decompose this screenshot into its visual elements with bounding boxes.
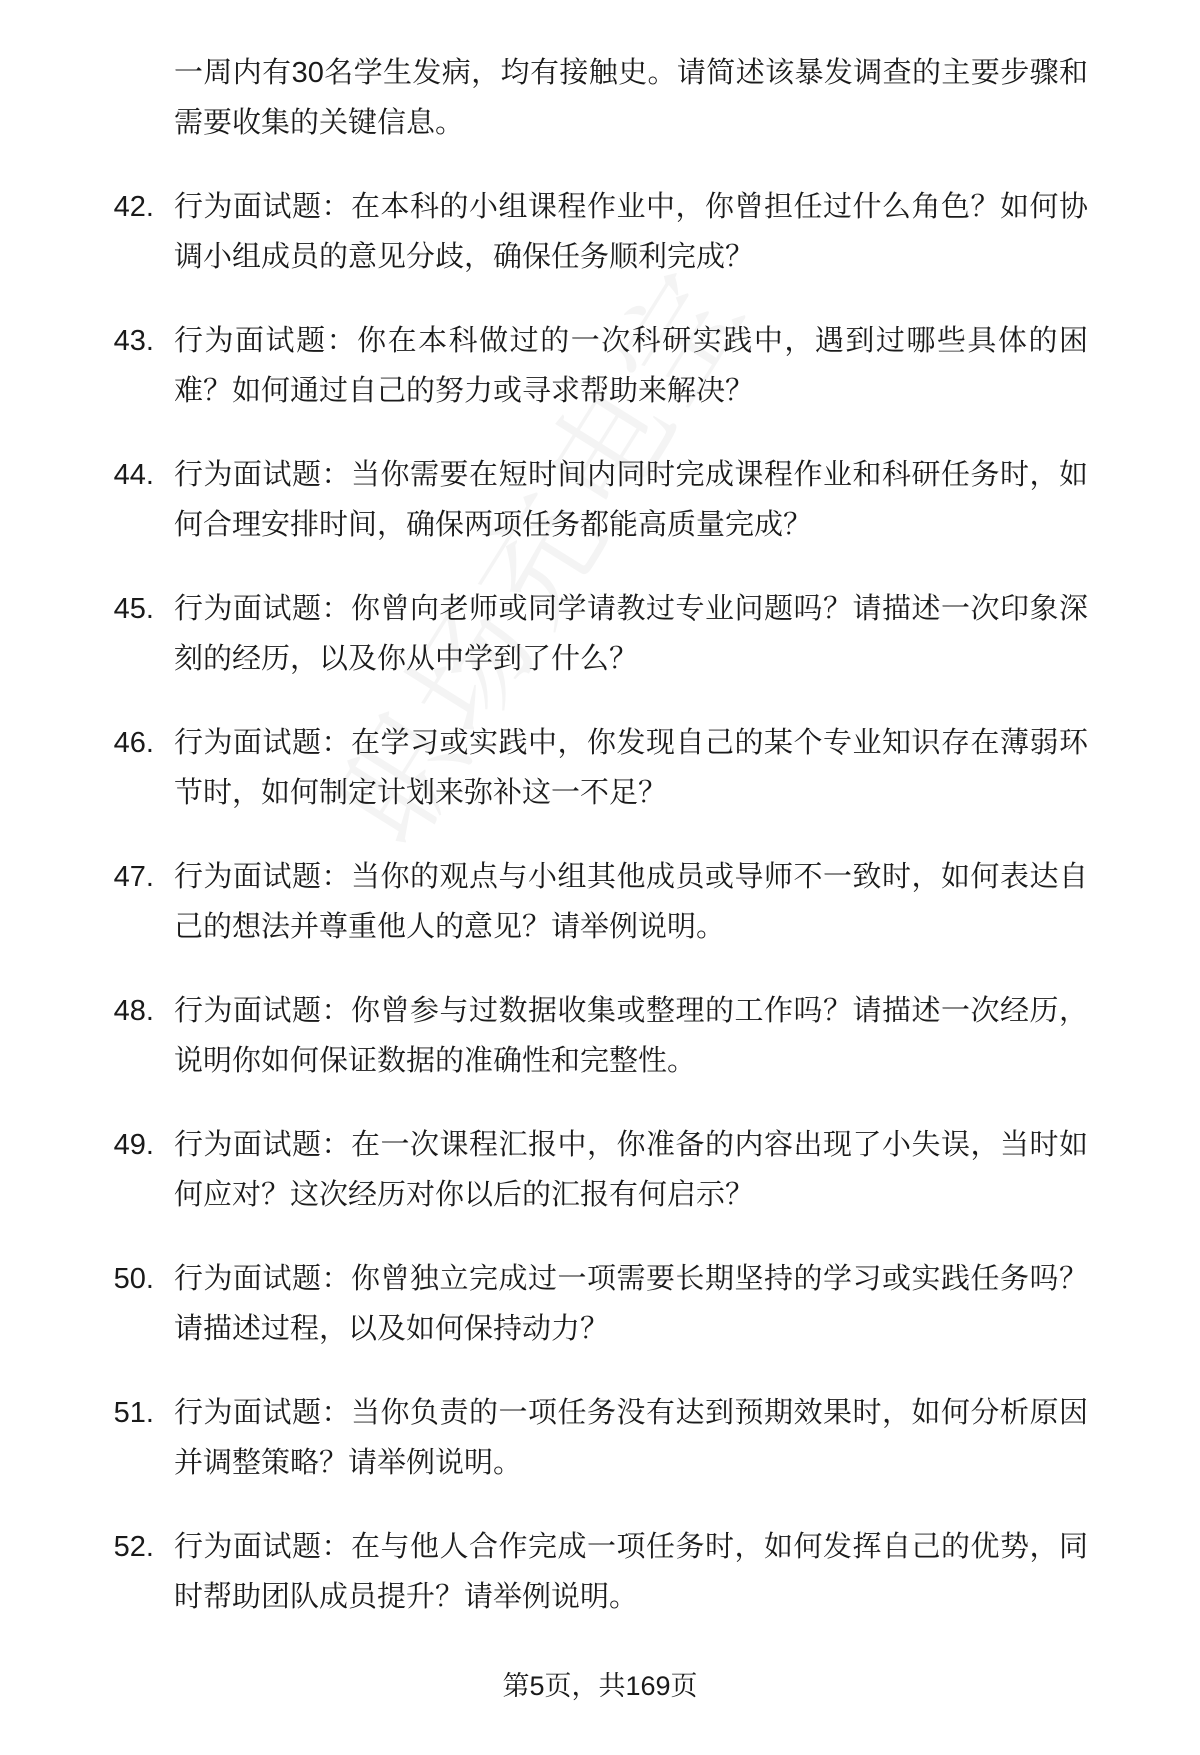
list-item-text: 行为面试题：在与他人合作完成一项任务时，如何发挥自己的优势，同时帮助团队成员提升？请举例说明。 (174, 1531, 1088, 1613)
list-item-text: 行为面试题：你曾参与过数据收集或整理的工作吗？请描述一次经历，说明你如何保证数据的准确性和完整性。 (174, 995, 1088, 1077)
list-item (112, 316, 1088, 416)
list-item-text: 行为面试题：当你需要在短时间内同时完成课程作业和科研任务时，如何合理安排时间，确保两项任务都能高质量完成？ (174, 459, 1088, 541)
page-footer: 第5页，共169页 (502, 1671, 698, 1701)
list-number: 44. (113, 459, 154, 491)
list-item (112, 182, 1088, 282)
list-number: 45. (113, 593, 154, 625)
list-item (112, 986, 1088, 1086)
list-item-text: 行为面试题：你在本科做过的一次科研实践中，遇到过哪些具体的困难？如何通过自己的努力或寻求帮助来解决？ (174, 325, 1088, 407)
list-item (112, 1522, 1088, 1622)
list-item-text: 行为面试题：你曾独立完成过一项需要长期坚持的学习或实践任务吗？请描述过程，以及如何保持动力？ (174, 1263, 1088, 1345)
list-item-text: 行为面试题：你曾向老师或同学请教过专业问题吗？请描述一次印象深刻的经历，以及你从中学到了什么？ (174, 593, 1088, 675)
list-item (112, 1254, 1088, 1354)
list-item-text: 行为面试题：当你的观点与小组其他成员或导师不一致时，如何表达自己的想法并尊重他人的意见？请举例说明。 (174, 861, 1088, 943)
list-item-text: 行为面试题：在一次课程汇报中，你准备的内容出现了小失误，当时如何应对？这次经历对你以后的汇报有何启示？ (174, 1129, 1088, 1211)
list-item (112, 1120, 1088, 1220)
list-item (112, 584, 1088, 684)
list-item-text: 行为面试题：在学习或实践中，你发现自己的某个专业知识存在薄弱环节时，如何制定计划来弥补这一不足？ (174, 727, 1088, 809)
list-number: 52. (113, 1531, 154, 1563)
list-number: 50. (113, 1263, 154, 1295)
list-item (112, 450, 1088, 550)
list-item (112, 1388, 1088, 1488)
list-number: 43. (113, 325, 154, 357)
list-number: 42. (113, 191, 154, 223)
continued-paragraph-text: 一周内有30名学生发病，均有接触史。请简述该暴发调查的主要步骤和需要收集的关键信息。 (174, 57, 1088, 139)
list-number: 48. (113, 995, 154, 1027)
list-item (112, 718, 1088, 818)
list-number: 51. (113, 1397, 154, 1429)
list-item-text: 行为面试题：当你负责的一项任务没有达到预期效果时，如何分析原因并调整策略？请举例说明。 (174, 1397, 1088, 1479)
document-content (112, 48, 1088, 1622)
list-number: 47. (113, 861, 154, 893)
list-item (112, 852, 1088, 952)
list-item-text: 行为面试题：在本科的小组课程作业中，你曾担任过什么角色？如何协调小组成员的意见分歧，确保任务顺利完成？ (174, 191, 1088, 273)
list-number: 46. (113, 727, 154, 759)
continued-paragraph (112, 48, 1088, 148)
list-number: 49. (113, 1129, 154, 1161)
